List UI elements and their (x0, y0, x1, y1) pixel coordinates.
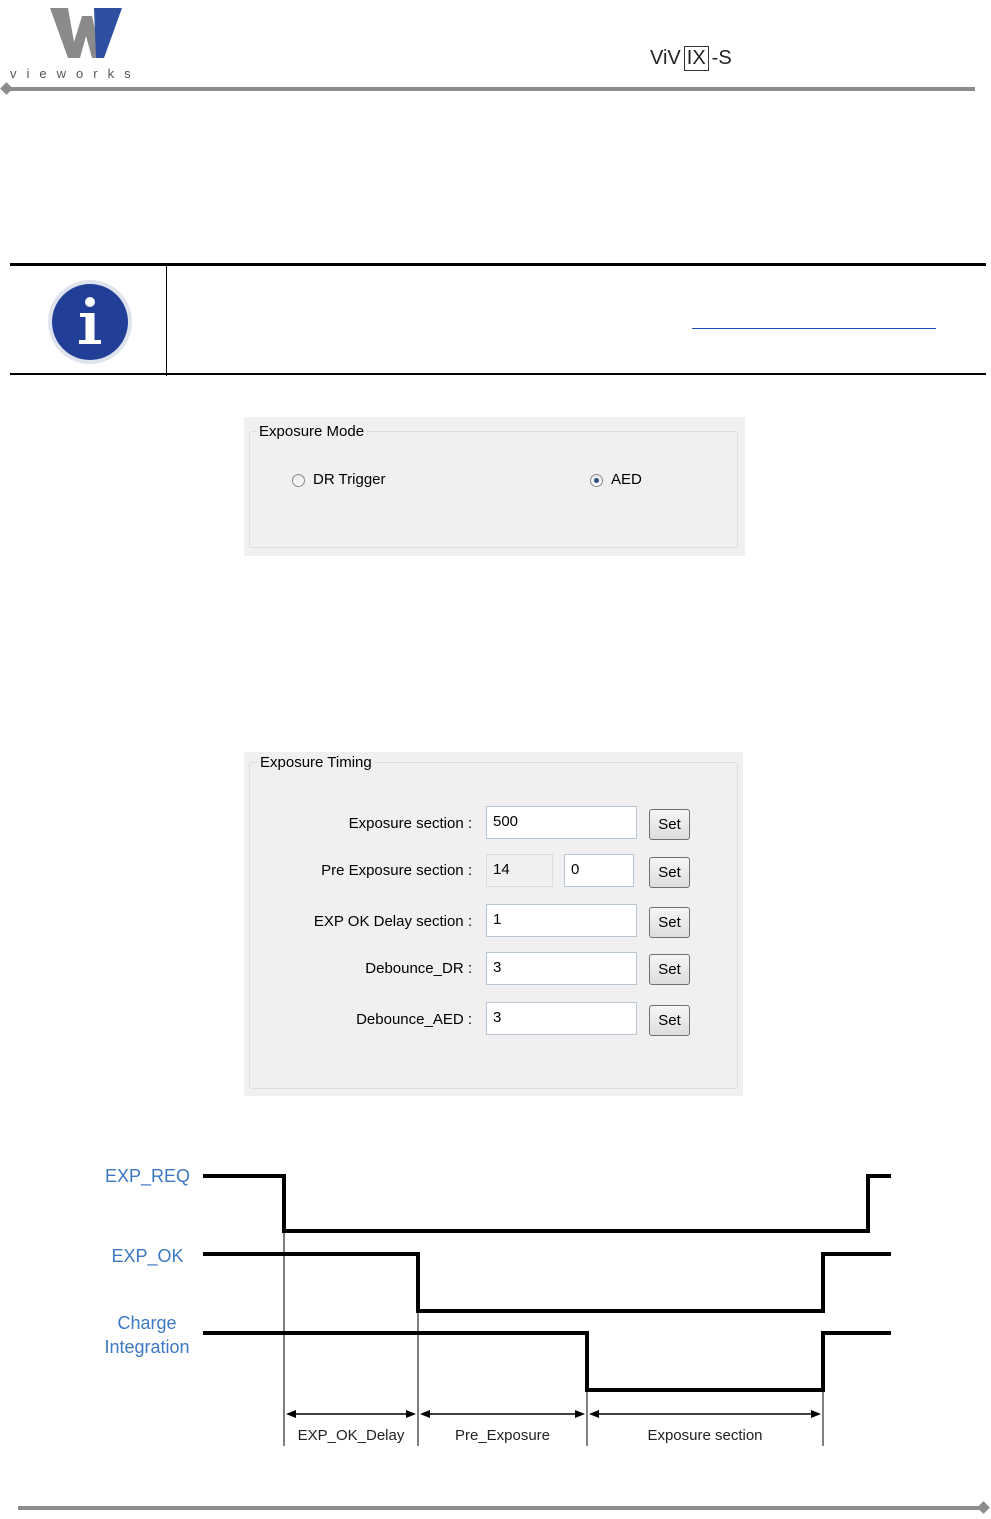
pre-exposure-section-set-button[interactable]: Set (649, 857, 690, 888)
header-rule-diamond (0, 82, 13, 95)
debounce-dr-input[interactable]: 3 (486, 952, 637, 985)
debounce-aed-input[interactable]: 3 (486, 1002, 637, 1035)
exp-ok-delay-section-label: EXP OK Delay section : (313, 913, 472, 930)
exposure-section-set-button[interactable]: Set (649, 809, 690, 840)
exp-ok-delay-section-set-button[interactable]: Set (649, 907, 690, 938)
info-note-box (10, 263, 986, 375)
exposure-section-input[interactable]: 500 (486, 806, 637, 839)
exp-req-waveform (203, 1176, 891, 1231)
debounce-dr-set-button[interactable]: Set (649, 954, 690, 985)
signal-label-charge-integration: Charge Integration (104, 1313, 190, 1357)
exposure-mode-group (249, 431, 738, 548)
vieworks-logo (46, 2, 126, 62)
exp-ok-delay-section-input[interactable]: 1 (486, 904, 637, 937)
debounce-aed-set-button[interactable]: Set (649, 1005, 690, 1036)
footer-rule (18, 1506, 981, 1510)
product-logo: ViV IX -S (650, 47, 732, 69)
segment-label-pre-exposure: Pre_Exposure (454, 1427, 551, 1444)
footer-rule-diamond (977, 1501, 990, 1514)
signal-label-exp-req: EXP_REQ (104, 1166, 191, 1186)
debounce-dr-label: Debounce_DR : (365, 960, 472, 977)
exposure-section-label: Exposure section : (348, 815, 472, 832)
dr-trigger-label[interactable]: DR Trigger (313, 471, 386, 488)
aed-label[interactable]: AED (611, 471, 642, 488)
dimension-arrows (286, 1410, 821, 1418)
pre-exposure-section-label: Pre Exposure section : (321, 862, 472, 879)
segment-label-exposure-section: Exposure section (647, 1427, 763, 1444)
charge-integration-waveform (203, 1333, 891, 1390)
info-icon (46, 278, 134, 366)
timing-diagram (0, 1140, 991, 1460)
note-link[interactable] (692, 328, 936, 329)
exp-ok-waveform (203, 1254, 891, 1311)
segment-label-exp-ok-delay: EXP_OK_Delay (297, 1427, 405, 1444)
pre-exposure-section-input[interactable]: 0 (564, 854, 634, 887)
exposure-timing-title: Exposure Timing (257, 754, 375, 771)
pre-exposure-section-readonly: 14 (486, 854, 553, 887)
header-rule (8, 87, 975, 91)
exposure-mode-title: Exposure Mode (256, 423, 367, 440)
aed-radio[interactable] (590, 474, 603, 487)
debounce-aed-label: Debounce_AED : (356, 1011, 472, 1028)
signal-label-exp-ok: EXP_OK (111, 1246, 184, 1266)
dr-trigger-radio[interactable] (292, 474, 305, 487)
logo-wordmark: vieworks (10, 66, 141, 81)
info-note-divider (166, 266, 167, 376)
